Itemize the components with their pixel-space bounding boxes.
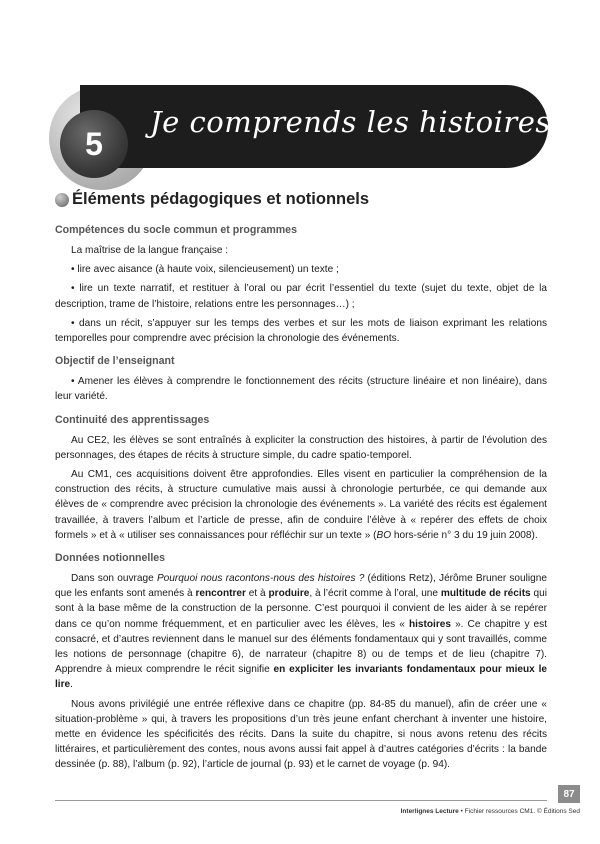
donnees-p1-s6: ». Ce chapitre y est consacré, et d’autres reviennent dans le manuel sur des éléments fondamentaux qui y sont travaillés, comme les notions de personnage (chapitre 6), de narrateur (chapitre 8) ou de temps et de lieu (chapitre 7). Apprendre à mieux comprendre le récit signifie — [55, 618, 547, 676]
donnees-p1-s2: (éditions Retz), Jérôme Bruner souligne que les enfants sont amenés à — [55, 573, 547, 600]
continuite-paragraph-2 — [55, 467, 547, 543]
donnees-p1-book-title: Pourquoi nous racontons-nous des histoires ? — [156, 573, 365, 585]
competences-intro: La maîtrise de la langue française : — [71, 245, 229, 256]
continuite-p2-bo: BO — [376, 529, 392, 541]
competences-bullet-2: • lire un texte narratif, et restituer à l’oral ou par écrit l’essentiel du texte (sujet du texte, objet de la description, trame de l’histoire, relations entre les personnages…) ; — [55, 283, 547, 310]
continuite-p2-part-b: hors-série n° 3 du 19 juin 2008). — [391, 529, 538, 541]
footer-credit — [401, 808, 580, 815]
donnees-paragraph-1 — [55, 571, 547, 693]
bullet-dot-icon — [55, 193, 69, 207]
donnees-p1-bold-3: multitude de récits — [440, 588, 531, 600]
donnees-p1-s3: et à — [245, 588, 269, 600]
donnees-p1-bold-5: en expliciter les invariants fondamentaux pour mieux le lire — [55, 664, 547, 691]
donnees-p1-s4: , à l’écrit comme à l’oral, une — [309, 588, 441, 600]
chapter-title: Je comprends les histoires — [150, 105, 551, 139]
competences-bullet-1: • lire avec aisance (à haute voix, silencieusement) un texte ; — [71, 264, 339, 276]
objectif-heading: Objectif de l’enseignant — [55, 355, 175, 368]
donnees-p1-bold-2: produire — [268, 588, 310, 600]
page-number: 87 — [558, 785, 580, 803]
donnees-p1-s1: Dans son ouvrage — [71, 573, 157, 585]
footer-credit-text: • Fichier ressources CM1. © Éditions Sed — [458, 808, 580, 815]
main-content — [55, 190, 547, 777]
donnees-p1-bold-4: histoires — [408, 618, 452, 630]
chapter-number-badge: 5 — [60, 110, 128, 178]
continuite-heading: Continuité des apprentissages — [55, 413, 210, 426]
section-title — [55, 190, 547, 209]
donnees-heading: Données notionnelles — [55, 552, 166, 565]
footer-brand: Interlignes Lecture — [400, 808, 459, 815]
donnees-p1-bold-1: rencontrer — [195, 588, 246, 600]
continuite-paragraph-1: Au CE2, les élèves se sont entraînés à expliciter la construction des histoires, à partir de l’évolution des personnages, des étapes de récits à structure simple, du cadre spatio-temporel. — [55, 434, 547, 461]
competences-heading: Compétences du socle commun et programmes — [55, 224, 297, 236]
donnees-p1-s5: qui sont à la base même de la construction de la personne. C’est pourquoi il convient de les aider à se repérer dans ce qu’on nomme fréquemment, et en particulier avec les élèves, les « — [55, 588, 547, 630]
donnees-paragraph-2: Nous avons privilégié une entrée réflexive dans ce chapitre (pp. 84-85 du manuel), afin de créer une « situation-problème » qui, à travers les propositions d’un très jeune enfant cherchant à inventer une histoire, mette en évidence les spécificités des récits. Dans la suite du chapitre, si nous avons retenu des récits littéraires, et particulièrement des contes, nous avons aussi fait appel à d’autres catégories d’écrits : la bande dessinée (p. 88), l’album (p. 92), l’article de journal (p. 93) et le carnet de voyage (p. 94). — [55, 698, 547, 771]
continuite-p2-part-a: Au CM1, ces acquisitions doivent être approfondies. Elles visent en particulier la compréhension de la construction des récits, à structure cumulative mais aussi à chronologie perturbée, ce qui demande aux élèves de « comprendre avec précision la chronologie des événements ». La variété des récits est également travaillée, à travers l’album et l’article de presse, afin de conduire l’élève à « repérer des effets de choix formels » et à « utiliser ses connaissances pour réfléchir sur un texte » ( — [55, 469, 547, 541]
chapter-banner — [80, 85, 551, 168]
footer-divider — [55, 800, 547, 801]
donnees-p1-s7: . — [70, 679, 73, 691]
competences-bullet-3: • dans un récit, s’appuyer sur les temps des verbes et sur les mots de liaison exprimant les relations temporelles pour comprendre avec précision la chronologie des événements. — [55, 317, 547, 345]
objectif-bullet-1: • Amener les élèves à comprendre le fonctionnement des récits (structure linéaire et non linéaire), dans leur variété. — [55, 376, 547, 403]
section-title-text: Éléments pédagogiques et notionnels — [72, 190, 370, 208]
